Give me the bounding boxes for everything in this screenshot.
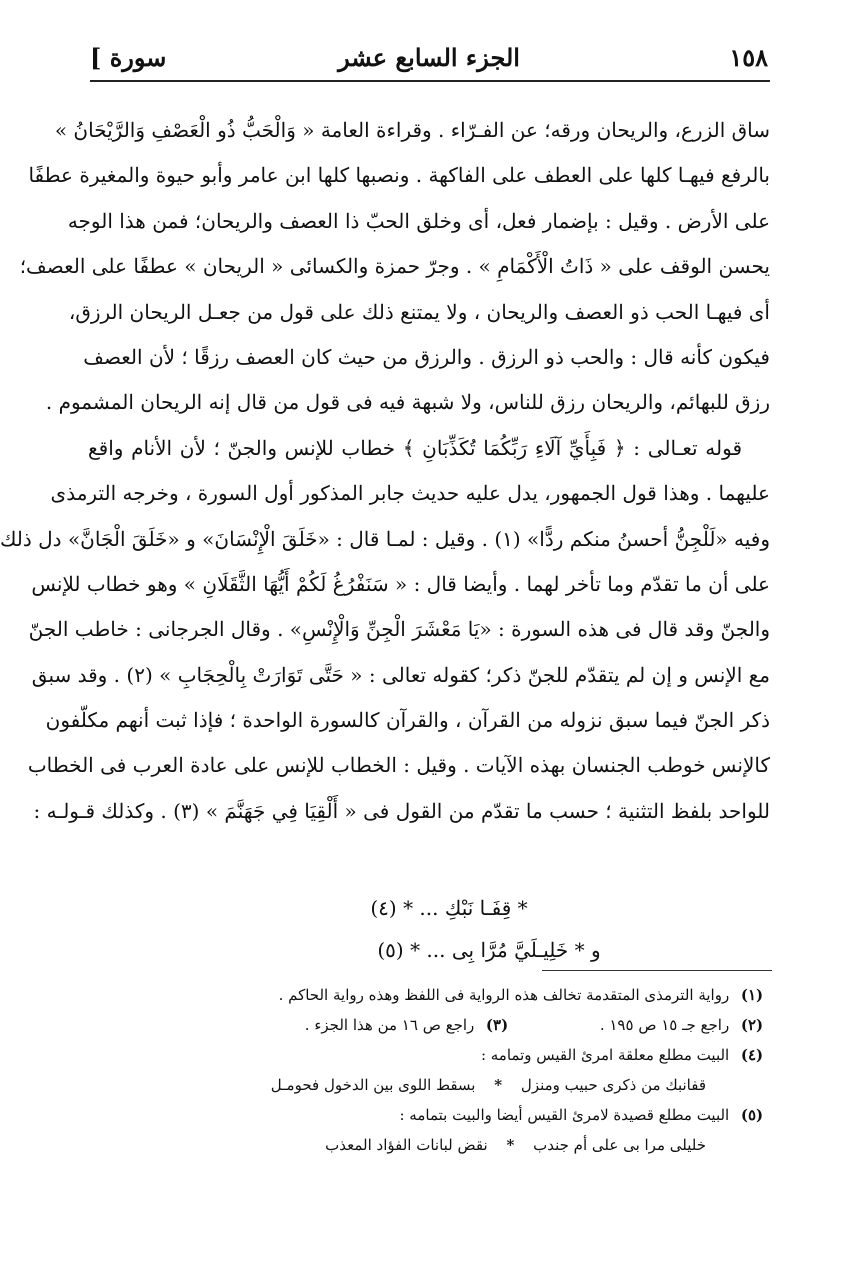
footnote bbox=[88, 1040, 770, 1070]
text-line: رزق للبهائم، والريحان رزق للناس، ولا شبهة فيه فى قول من قال إنه الريحان المشموم . bbox=[45, 390, 770, 415]
text-line: والجنّ وقد قال فى هذه السورة : «يَا مَعْشَرَ الْجِنِّ وَالْإِنْسِ» . وقال الجرجانى : خاطب الجنّ bbox=[28, 617, 770, 642]
poem-hemistich: بسقط اللوى بين الدخول فحومـل bbox=[270, 1076, 476, 1094]
footnote-number: (٤) bbox=[740, 1046, 764, 1064]
verse-quote: * قِفَـا نَبْكِ ... * (٤) bbox=[370, 896, 528, 920]
text-line: ذكر الجنّ فيما سبق نزوله من القرآن ، والقرآن كالسورة الواحدة ؛ فإذا ثبت أنهم مكلّفون bbox=[45, 708, 770, 733]
text-line: قوله تعـالى : ﴿ فَبِأَيِّ آلَاءِ رَبِّكُمَا تُكَذِّبَانِ ﴾ خطاب للإنس والجنّ ؛ لأن الأنام واقع bbox=[88, 435, 742, 460]
poem-line bbox=[88, 1070, 770, 1100]
text-line: وفيه «لَلْجِنُّ أحسنُ منكم ردًّا» (١) . وقيل : لمـا قال : «خَلَقَ الْإِنْسَانَ» و «خَلَقَ الْجَانَّ» دل ذلك bbox=[0, 526, 770, 551]
footnote-text: البيت مطلع معلقة امرئ القيس وتمامه : bbox=[480, 1046, 730, 1064]
footnote-number: (٢) bbox=[740, 1016, 764, 1034]
footnote bbox=[88, 980, 770, 1010]
text-line: على الأرض . وقيل : بإضمار فعل، أى وخلق الحبّ ذا العصف والريحان؛ فمن هذا الوجه bbox=[67, 208, 770, 233]
text-line: للواحد بلفظ التثنية ؛ حسب ما تقدّم من القول فى « أَلْقِيَا فِي جَهَنَّمَ » (٣) . وكذلك قـولـه : bbox=[33, 798, 770, 823]
surah-title: سورة ] bbox=[90, 43, 167, 72]
text-line: بالرفع فيهـا كلها على العطف على الفاكهة . ونصبها كلها ابن عامر وأبو حيوة والمغيرة عطفًا bbox=[28, 163, 770, 188]
footnote-text: راجع جـ ١٥ ص ١٩٥ . bbox=[599, 1016, 730, 1034]
poem-hemistich: قفانبك من ذكرى حبيب ومنزل bbox=[520, 1076, 706, 1094]
poem-separator: * bbox=[506, 1136, 515, 1154]
footnote bbox=[88, 1100, 770, 1130]
verse-quote: و * خَلِيـلَيَّ مُرَّا بِى ... * (٥) bbox=[377, 938, 601, 962]
footnote-text: راجع ص ١٦ من هذا الجزء . bbox=[304, 1016, 475, 1034]
footnote-text: البيت مطلع قصيدة لامرئ القيس أيضا والبيت بتمامه : bbox=[399, 1106, 730, 1124]
text-line: على أن ما تقدّم وما تأخر لهما . وأيضا قال : « سَنَفْرُغُ لَكُمْ أَيُّهَا الثَّقَلَانِ » وهو خطاب للإنس bbox=[31, 571, 770, 596]
footnote-number: (٥) bbox=[740, 1106, 764, 1124]
text-line: عليهما . وهذا قول الجمهور، يدل عليه حديث جابر المذكور أول السورة ، وخرجه الترمذى bbox=[50, 481, 770, 506]
part-title: الجزء السابع عشر bbox=[338, 43, 520, 72]
poem-hemistich: نقض لبانات الفؤاد المعذب bbox=[325, 1136, 488, 1154]
running-header bbox=[90, 36, 768, 80]
text-line: مع الإنس و إن لم يتقدّم للجنّ ذكر؛ كقوله تعالى : « حَتَّى تَوَارَتْ بِالْحِجَابِ » (٢) . وقد سبق bbox=[31, 662, 770, 687]
footnotes bbox=[88, 980, 770, 1160]
footnote-inline bbox=[305, 1010, 515, 1040]
page-number: ١٥٨ bbox=[729, 43, 768, 72]
footnote-number: (١) bbox=[740, 986, 764, 1004]
poem-line bbox=[88, 1130, 770, 1160]
text-line: ساق الزرع، والريحان ورقه؛ عن الفـرّاء . وقراءة العامة « وَالْحَبُّ ذُو الْعَصْفِ وَالرَّيْحَانُ » bbox=[54, 118, 770, 142]
footnote-number: (٣) bbox=[485, 1016, 509, 1034]
text-line: كالإنس خوطب الجنسان بهذه الآيات . وقيل : الخطاب للإنس على عادة العرب فى الخطاب bbox=[27, 753, 770, 778]
poem-separator: * bbox=[494, 1076, 503, 1094]
text-line: أى فيهـا الحب ذو العصف والريحان ، ولا يمتنع ذلك على قول من جعـل الريحان الرزق، bbox=[68, 299, 770, 324]
footnote bbox=[88, 1010, 770, 1040]
footnote-text: رواية الترمذى المتقدمة تخالف هذه الرواية فى اللفظ وهذه رواية الحاكم . bbox=[278, 986, 730, 1004]
main-text bbox=[0, 108, 770, 834]
footnote-divider bbox=[542, 970, 772, 971]
header-divider bbox=[90, 80, 770, 82]
text-line: يحسن الوقف على « ذَاتُ الْأَكْمَامِ » . وجرّ حمزة والكسائى « الريحان » عطفًا على العصف؛ bbox=[19, 254, 770, 279]
text-line: فيكون كأنه قال : والحب ذو الرزق . والرزق من حيث كان العصف رزقًا ؛ لأن العصف bbox=[83, 344, 770, 369]
poem-hemistich: خليلى مرا بى على أم جندب bbox=[533, 1136, 706, 1154]
